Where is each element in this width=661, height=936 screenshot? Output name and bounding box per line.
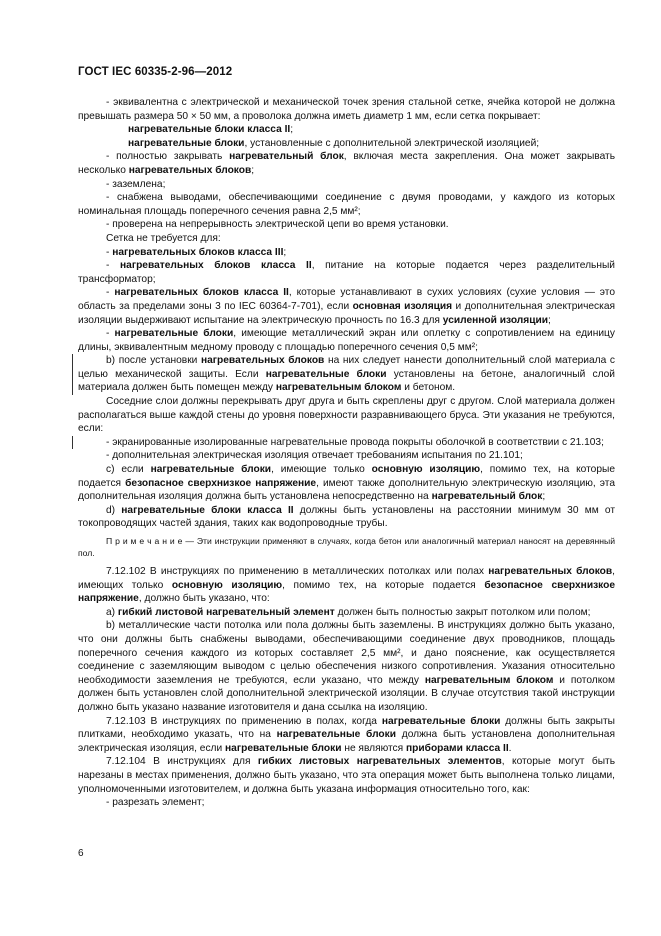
paragraph: нагревательные блоки класса II; (128, 124, 294, 136)
paragraph: - полностью закрывать нагревательный блок, включая места закрепления. Она может закрывать несколько нагревательных блоков; (78, 151, 616, 176)
paragraph: d) нагревательные блоки класса II должны быть установлены на расстоянии минимум 30 мм от токопроводящих частей здания, таких как водопроводные трубы. (78, 504, 616, 530)
paragraph: - дополнительная электрическая изоляция отвечает требованиям испытания по 21.101; (106, 450, 523, 462)
page-number: 6 (78, 848, 84, 859)
paragraph: Сетка не требуется для: (106, 232, 221, 244)
paragraph: Соседние слои должны перекрывать друг друга и быть скреплены друг с другом. Слой материала должен располагаться выше каждой стены до уровня поверхности разравнивающего бруса. Эти указания не требуются, если: (78, 396, 615, 435)
paragraph: b) металлические части потолка или пола должны быть заземлены. В инструкциях должно быть указано, что они должны быть снабжены выводами, обеспечивающими соединение двух проводников, площадь поперечного сечения каждого из которых составляет 2,5 мм², и дано пояснение, как осуществляется соединение с заземляющим выводом с целью обеспечения низкого сопротивления. Указания относительно необходимости заземления не требуются, если указано, что между нагревательным блоком и потолком должен быть установлен слой дополнительной электрической изоляции. В случае отсутствия такой инструкции должно быть указано название изготовителя и дана ссылка на изоляцию. (78, 620, 615, 713)
paragraph: 7.12.102 В инструкциях по применению в металлических потолках или полах нагревательных блоков, имеющих только основную изоляцию, помимо тех, на которые подается безопасное сверхнизкое напряжение, должно быть указано, что: (78, 566, 616, 605)
paragraph: - экранированные изолированные нагревательные провода покрыты оболочкой в соответствии с 21.103; (72, 436, 615, 450)
note-paragraph: П р и м е ч а н и е — Эти инструкции применяют в случаях, когда бетон или аналогичный материал наносят на деревянный пол. (78, 536, 615, 558)
paragraph: - нагревательных блоков класса III; (106, 246, 287, 258)
paragraph: a) гибкий листовой нагревательный элемент должен быть полностью закрыт потолком или полом; (106, 606, 591, 618)
paragraph: - нагревательные блоки, имеющие металлический экран или оплетку с сопротивлением на единицу длины, эквивалентным медному проводу с площадью поперечного сечения 0,5 мм²; (78, 328, 615, 353)
paragraph: 7.12.104 В инструкциях для гибких листовых нагревательных элементов, которые могут быть нарезаны в местах применения, должно быть указано, что эта операция может быть выполнена только лицами, уполномоченными изготовителем, и должна быть указана информация относительно того, как: (78, 756, 616, 795)
paragraph: - нагревательных блоков класса II, питание на которые подается через разделительный трансформатор; (78, 260, 615, 285)
paragraph: c) если нагревательные блоки, имеющие только основную изоляцию, помимо тех, на которые подается безопасное сверхнизкое напряжение, имеют также дополнительную электрическую изоляцию, эта дополнительная изоляция должна быть установлена непосредственно на нагревательный блок; (78, 464, 616, 503)
paragraph: 7.12.103 В инструкциях по применению в полах, когда нагревательные блоки должны быть закрыты плитками, необходимо указать, что на нагревательные блоки должна быть установлена дополнительная электрическая изоляция, если нагревательные блоки не являются приборами класса II. (78, 715, 615, 754)
paragraph: - снабжена выводами, обеспечивающими соединение с двумя проводами, у каждого из которых номинальная площадь поперечного сечения равна 2,5 мм²; (78, 192, 615, 217)
paragraph: - заземлена; (106, 178, 166, 190)
paragraph: - нагревательных блоков класса II, которые устанавливают в сухих условиях (сухие условия — это область за пределами зоны 3 по IEC 60364-7-701), если основная изоляция и дополнительная электрическая изоляции выдерживают испытание на электрическую прочность по 16.3 для усиленной изоляции; (78, 287, 616, 326)
paragraph: нагревательные блоки, установленные с дополнительной электрической изоляцией; (128, 137, 540, 149)
document-body (78, 96, 615, 810)
paragraph: - разрезать элемент; (106, 797, 205, 809)
paragraph: b) после установки нагревательных блоков на них следует нанести дополнительный слой материала с целью механической защиты. Если нагревательные блоки установлены на бетоне, аналогичный слой материала должен быть помещен между нагревательным блоком и бетоном. (72, 354, 615, 395)
page-title: ГОСТ IEC 60335-2-96—2012 (78, 66, 233, 78)
paragraph: - эквивалентна с электрической и механической точек зрения стальной сетке, ячейка которой не должна превышать размера 50 × 50 мм, а проволока должна иметь диаметр 1 мм, если сетка покрывает: (78, 97, 615, 122)
paragraph: - проверена на непрерывность электрической цепи во время установки. (106, 219, 449, 231)
